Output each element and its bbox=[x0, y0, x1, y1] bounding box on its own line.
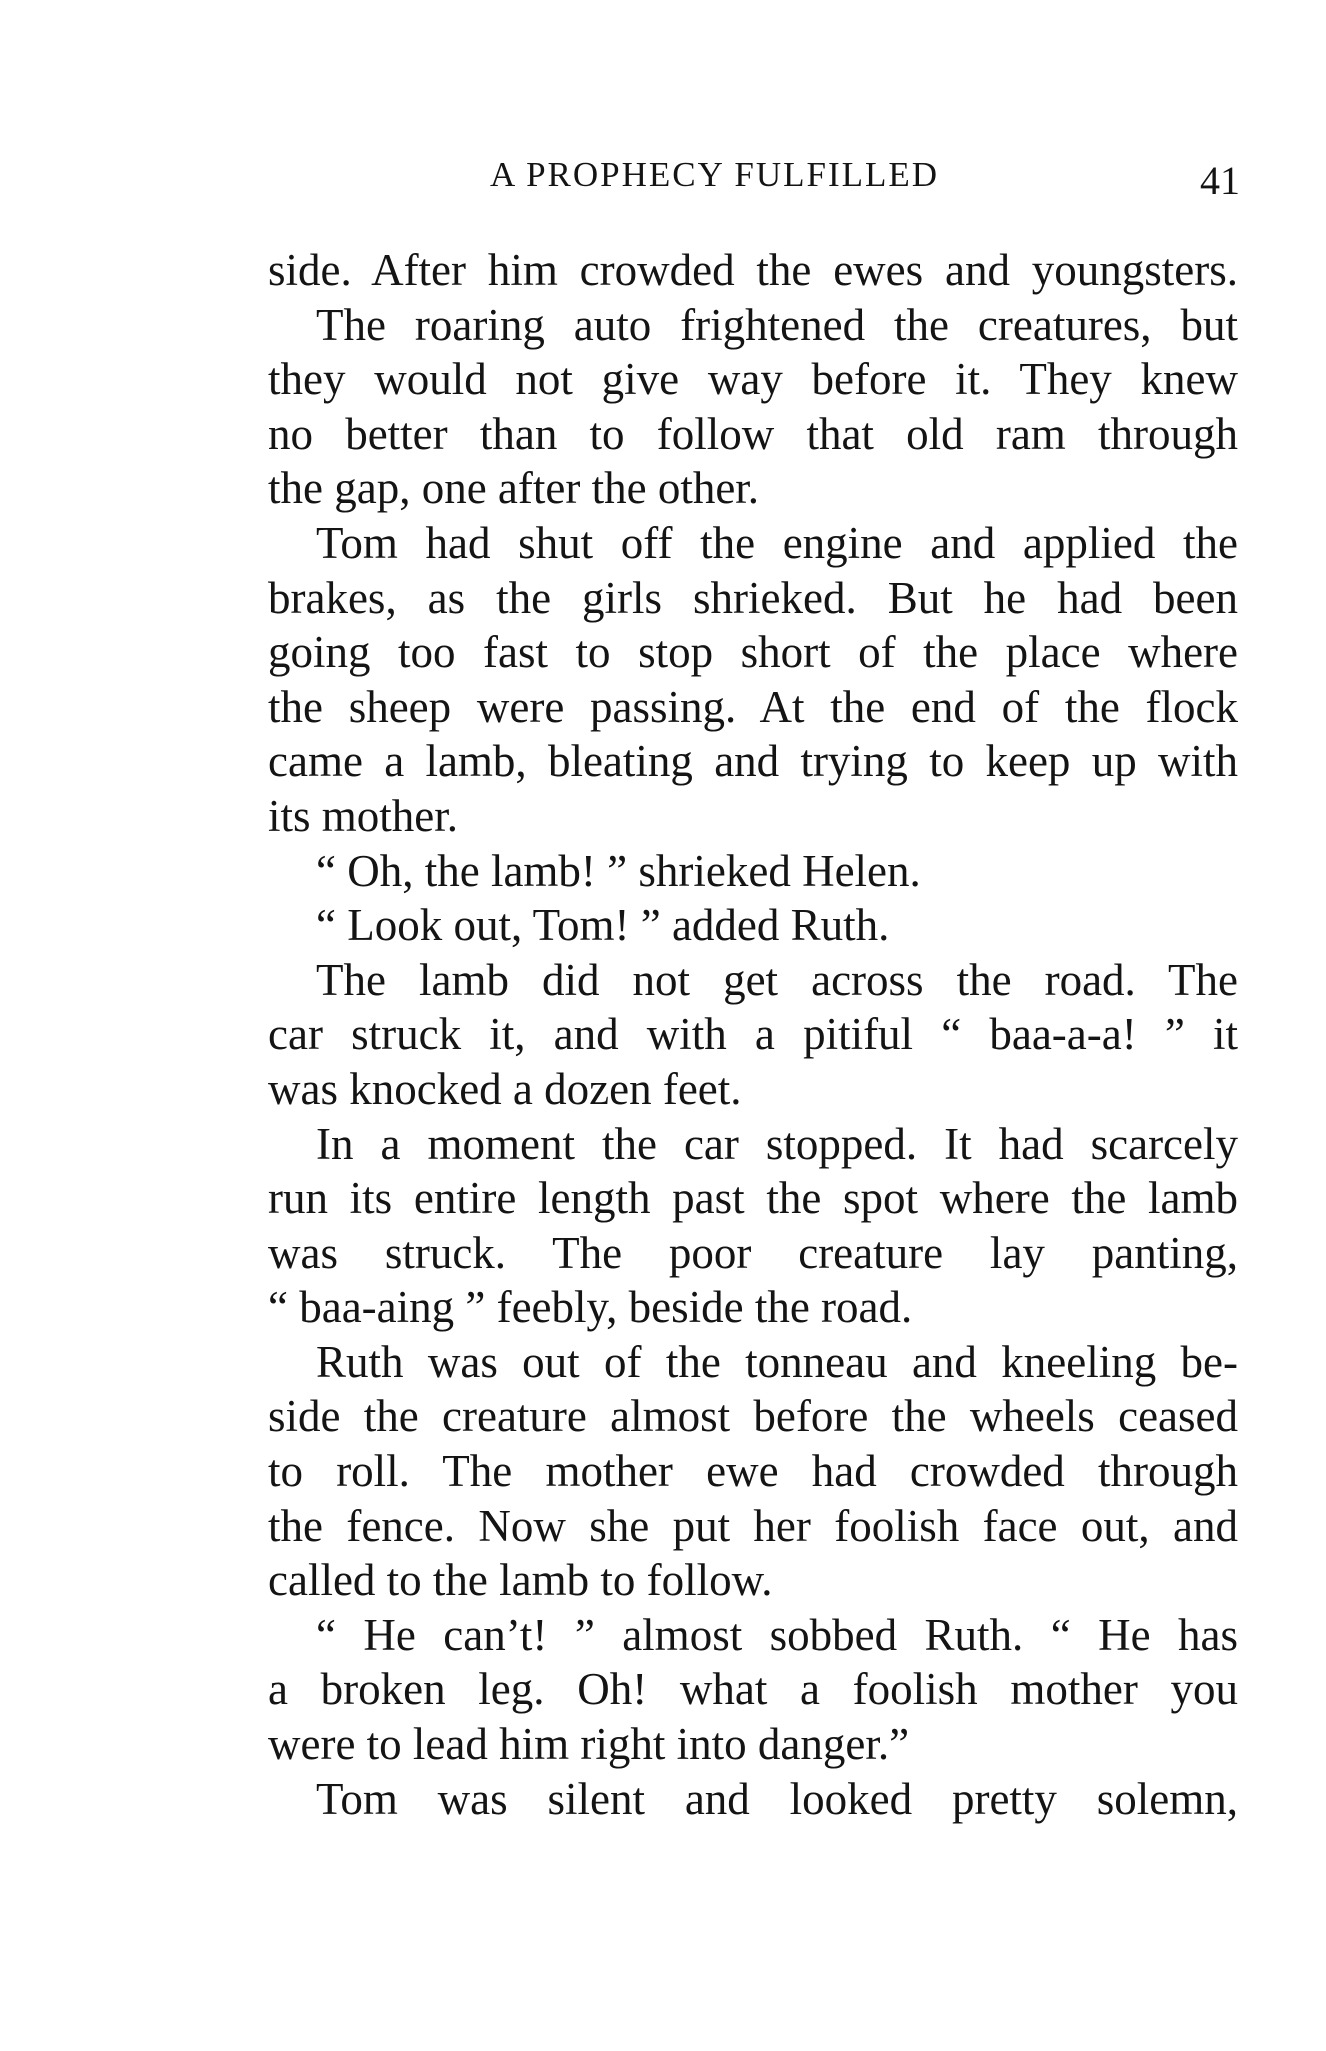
text-line: was knocked a dozen feet. bbox=[268, 1063, 742, 1114]
text-line: going too fast to stop short of the place where bbox=[268, 627, 1238, 678]
text-line: to roll. The mother ewe had crowded through bbox=[268, 1446, 1238, 1497]
text-line: “ baa-aing ” feebly, beside the road. bbox=[268, 1282, 913, 1333]
text-line: they would not give way before it. They knew bbox=[268, 354, 1238, 405]
text-line: the fence. Now she put her foolish face out, and bbox=[268, 1500, 1238, 1551]
text-line: car struck it, and with a pitiful “ baa-a-a! ” it bbox=[268, 1009, 1238, 1060]
text-line: “ Oh, the lamb! ” shrieked Helen. bbox=[316, 845, 921, 896]
text-line: The roaring auto frightened the creatures, but bbox=[316, 299, 1238, 350]
text-line: side the creature almost before the wheels ceased bbox=[268, 1391, 1238, 1442]
text-line: was struck. The poor creature lay panting, bbox=[268, 1227, 1238, 1278]
text-line: were to lead him right into danger.” bbox=[268, 1719, 910, 1770]
text-line: side. After him crowded the ewes and youngsters. bbox=[268, 245, 1238, 295]
text-line: “ Look out, Tom! ” added Ruth. bbox=[316, 900, 890, 951]
text-line: brakes, as the girls shrieked. But he had been bbox=[268, 572, 1238, 623]
text-line: “ He can’t! ” almost sobbed Ruth. “ He has bbox=[316, 1609, 1238, 1660]
body-text bbox=[268, 243, 1238, 1826]
page-number: 41 bbox=[1200, 158, 1240, 203]
text-line: run its entire length past the spot where the lamb bbox=[268, 1173, 1238, 1224]
text-line: In a moment the car stopped. It had scarcely bbox=[316, 1118, 1238, 1169]
text-line: Ruth was out of the tonneau and kneeling be- bbox=[316, 1336, 1238, 1387]
text-line: Tom was silent and looked pretty solemn, bbox=[316, 1773, 1238, 1824]
text-line: Tom had shut off the engine and applied the bbox=[316, 517, 1238, 568]
running-title: A PROPHECY FULFILLED bbox=[490, 155, 940, 194]
text-line: its mother. bbox=[268, 790, 458, 841]
text-line: called to the lamb to follow. bbox=[268, 1555, 773, 1606]
text-line: came a lamb, bleating and trying to keep up with bbox=[268, 736, 1238, 787]
text-line: the sheep were passing. At the end of the flock bbox=[268, 681, 1238, 732]
text-line: The lamb did not get across the road. The bbox=[316, 954, 1238, 1005]
text-line: the gap, one after the other. bbox=[268, 463, 760, 514]
text-line: a broken leg. Oh! what a foolish mother you bbox=[268, 1664, 1238, 1715]
text-line: no better than to follow that old ram through bbox=[268, 408, 1238, 459]
